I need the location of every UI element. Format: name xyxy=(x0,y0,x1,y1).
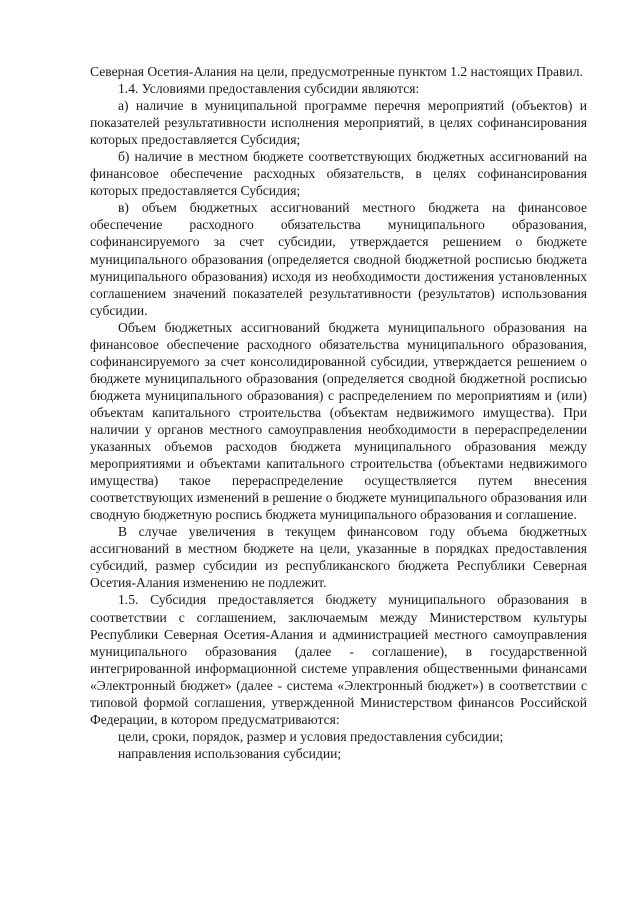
document-page xyxy=(90,63,587,762)
paragraph-section-1-4-heading: 1.4. Условиями предоставления субсидии являются: xyxy=(118,81,420,97)
paragraph-consolidated-subsidy: Объем бюджетных ассигнований бюджета муниципального образования на финансовое обеспечение расходного обязательства муниципального образования, софинансируемого за счет консолидированной субсидии, утверждается решением о бюджете муниципального образования (определяется сводной бюджетной росписью бюджета муниципального образования) с распределением по мероприятиям и (или) объектам капитального строительства (объектам недвижимого имущества). При наличии у органов местного самоуправления необходимости в перераспределении указанных объемов расходов бюджета муниципального образования между мероприятиями и объектами капитального строительства (объектами недвижимого имущества) такое перераспределение осуществляется путем внесения соответствующих изменений в решение о бюджете муниципального образования или сводную бюджетную роспись бюджета муниципального образования и соглашение. xyxy=(90,319,587,523)
paragraph-condition-a: а) наличие в муниципальной программе перечня мероприятий (объектов) и показателей результативности исполнения мероприятий, в целях софинансирования которых предоставляется Субсидия; xyxy=(90,98,587,148)
paragraph-list-item-goals: цели, сроки, порядок, размер и условия предоставления субсидии; xyxy=(118,728,504,744)
paragraph-continuation: Северная Осетия-Алания на цели, предусмотренные пунктом 1.2 настоящих Правил. xyxy=(90,64,583,79)
paragraph-list-item-directions: направления использования субсидии; xyxy=(118,745,342,761)
paragraph-condition-v: в) объем бюджетных ассигнований местного бюджета на финансовое обеспечение расходного обязательства муниципального образования, софинансируемого за счет субсидии, утверждается решением о бюджете муниципального образования (определяется сводной бюджетной росписью бюджета муниципального образования) исходя из необходимости достижения установленных соглашением значений показателей результативности (результатов) использования субсидии. xyxy=(90,200,587,318)
paragraph-increase-case: В случае увеличения в текущем финансовом году объема бюджетных ассигнований в местном бюджете на цели, указанные в порядках предоставления субсидий, размер субсидии из республиканского бюджета Республики Северная Осетия-Алания изменению не подлежит. xyxy=(90,524,587,591)
paragraph-condition-b: б) наличие в местном бюджете соответствующих бюджетных ассигнований на финансовое обеспечение расходных обязательств, в целях софинансирования которых предоставляется Субсидия; xyxy=(90,149,587,199)
paragraph-section-1-5: 1.5. Субсидия предоставляется бюджету муниципального образования в соответствии с соглашением, заключаемым между Министерством культуры Республики Северная Осетия-Алания и администрацией местного самоуправления муниципального образования (далее - соглашение), в государственной интегрированной информационной системе управления общественными финансами «Электронный бюджет» (далее - система «Электронный бюджет») в соответствии с типовой формой соглашения, утвержденной Министерством финансов Российской Федерации, в котором предусматриваются: xyxy=(90,592,587,727)
